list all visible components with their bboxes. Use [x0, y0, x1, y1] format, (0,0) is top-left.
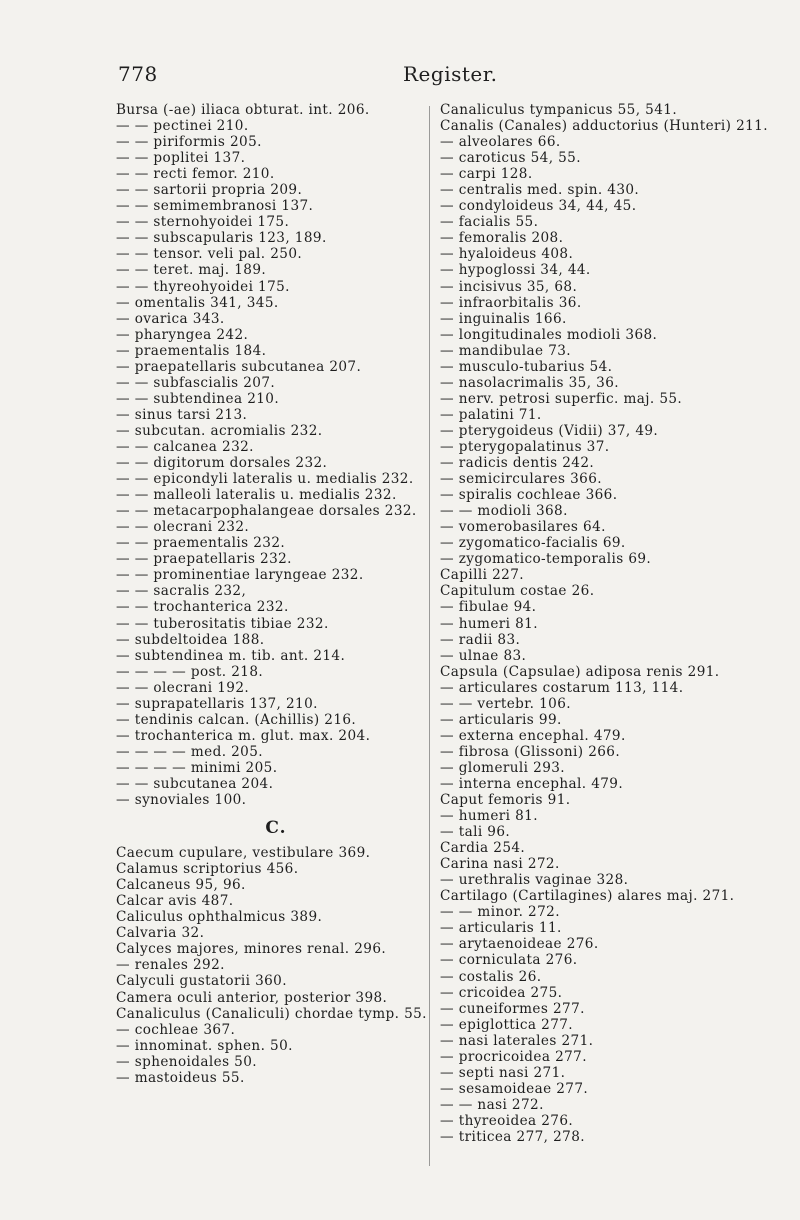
index-entry: — femoralis 208.: [440, 230, 564, 247]
index-entry: Caput femoris 91.: [440, 792, 571, 809]
page-number: 778: [118, 62, 158, 86]
index-entry: — condyloideus 34, 44, 45.: [440, 198, 637, 215]
index-entry: — synoviales 100.: [116, 792, 247, 809]
canalis-entries: [440, 102, 770, 1145]
index-entry: — fibulae 94.: [440, 599, 537, 616]
page-header: [118, 62, 728, 92]
index-entry: — — subcutanea 204.: [116, 775, 274, 792]
index-entry: Capilli 227.: [440, 567, 524, 584]
index-entry: — triticea 277, 278.: [440, 1129, 585, 1145]
index-entry: — — subtendinea 210.: [116, 390, 280, 407]
left-column: [116, 102, 436, 1086]
index-entry: Canaliculus (Canaliculi) chordae tymp. 55.: [116, 1005, 427, 1022]
index-entry: — — metacarpophalangeae dorsales 232.: [116, 503, 417, 520]
index-entry: Carina nasi 272.: [440, 856, 560, 873]
index-entry: — — sartorii propria 209.: [116, 182, 303, 199]
index-entry: — — vertebr. 106.: [440, 695, 571, 712]
index-entry: — — malleoli lateralis u. medialis 232.: [116, 487, 397, 504]
index-entry: — epiglottica 277.: [440, 1016, 574, 1033]
index-entry: — sesamoideae 277.: [440, 1080, 589, 1097]
index-entry: — hypoglossi 34, 44.: [440, 262, 591, 279]
index-entry: — tendinis calcan. (Achillis) 216.: [116, 711, 357, 728]
index-entry: — corniculata 276.: [440, 952, 578, 969]
index-entry: Cardia 254.: [440, 840, 526, 857]
index-entry: — — — — post. 218.: [116, 663, 264, 680]
index-entry: Bursa (-ae) iliaca obturat. int. 206.: [116, 102, 370, 118]
index-entry: Calamus scriptorius 456.: [116, 861, 299, 878]
index-entry: — cricoidea 275.: [440, 984, 563, 1001]
index-entry: — radicis dentis 242.: [440, 455, 595, 472]
index-entry: — — calcanea 232.: [116, 438, 254, 455]
index-entry: — urethralis vaginae 328.: [440, 872, 629, 889]
index-entry: — costalis 26.: [440, 968, 542, 985]
index-entry: — praementalis 184.: [116, 342, 267, 359]
index-entry: — procricoidea 277.: [440, 1048, 587, 1065]
index-entry: — sphenoidales 50.: [116, 1053, 257, 1070]
index-entry: — — prominentiae laryngeae 232.: [116, 567, 364, 584]
index-entry: — — subscapularis 123, 189.: [116, 230, 327, 247]
index-entry: — infraorbitalis 36.: [440, 294, 582, 311]
page-title: Register.: [403, 62, 498, 86]
index-entry: Canaliculus tympanicus 55, 541.: [440, 102, 678, 118]
index-entry: Calyculi gustatorii 360.: [116, 973, 287, 990]
index-entry: — cuneiformes 277.: [440, 1000, 585, 1017]
index-entry: — — piriformis 205.: [116, 134, 262, 151]
index-entry: Camera oculi anterior, posterior 398.: [116, 989, 388, 1006]
index-entry: — carpi 128.: [440, 166, 533, 183]
index-entry: Calcar avis 487.: [116, 893, 234, 910]
index-entry: — — poplitei 137.: [116, 150, 246, 167]
index-entry: — hyaloideus 408.: [440, 246, 574, 263]
index-entry: — — tensor. veli pal. 250.: [116, 246, 303, 263]
index-entry: — vomerobasilares 64.: [440, 519, 606, 536]
index-entry: — palatini 71.: [440, 406, 542, 423]
index-entry: — renales 292.: [116, 957, 225, 974]
index-entry: Capsula (Capsulae) adiposa renis 291.: [440, 663, 720, 680]
index-entry: — — trochanterica 232.: [116, 599, 289, 616]
index-entry: — — praepatellaris 232.: [116, 551, 292, 568]
index-entry: — innominat. sphen. 50.: [116, 1037, 293, 1054]
index-entry: — articularis 99.: [440, 711, 562, 728]
index-entry: — — semimembranosi 137.: [116, 198, 314, 215]
index-entry: — — epicondyli lateralis u. medialis 232.: [116, 471, 414, 488]
index-entry: — — thyreohyoidei 175.: [116, 278, 290, 295]
index-entry: — alveolares 66.: [440, 134, 561, 151]
index-entry: — — olecrani 192.: [116, 679, 250, 696]
index-entry: — nasolacrimalis 35, 36.: [440, 374, 619, 391]
index-entry: — suprapatellaris 137, 210.: [116, 695, 318, 712]
index-entry: — praepatellaris subcutanea 207.: [116, 358, 362, 375]
index-entry: — mastoideus 55.: [116, 1069, 245, 1086]
index-entry: — omentalis 341, 345.: [116, 294, 279, 311]
index-entry: Caliculus ophthalmicus 389.: [116, 909, 323, 926]
right-column: [440, 102, 770, 1145]
index-entry: — cochleae 367.: [116, 1021, 236, 1038]
index-entry: — nerv. petrosi superfic. maj. 55.: [440, 390, 683, 407]
index-entry: — spiralis cochleae 366.: [440, 487, 618, 504]
index-entry: — interna encephal. 479.: [440, 775, 624, 792]
index-entry: — ovarica 343.: [116, 310, 225, 327]
index-entry: Calcaneus 95, 96.: [116, 877, 246, 894]
index-entry: — — modioli 368.: [440, 503, 568, 520]
index-entry: Calyces majores, minores renal. 296.: [116, 941, 387, 958]
index-entry: — — recti femor. 210.: [116, 166, 275, 183]
index-entry: — semicirculares 366.: [440, 471, 602, 488]
index-entry: — subcutan. acromialis 232.: [116, 422, 323, 439]
index-entry: — inguinalis 166.: [440, 310, 567, 327]
index-entry: — nasi laterales 271.: [440, 1032, 594, 1049]
index-entry: — pharyngea 242.: [116, 326, 249, 343]
index-entry: — pterygopalatinus 37.: [440, 438, 610, 455]
section-letter-c: C.: [265, 818, 287, 839]
bursa-entries: [116, 102, 436, 808]
column-divider: [429, 106, 430, 1166]
index-entry: — pterygoideus (Vidii) 37, 49.: [440, 422, 659, 439]
index-entry: — musculo-tubarius 54.: [440, 358, 613, 375]
index-entry: — — nasi 272.: [440, 1096, 544, 1113]
index-entry: Cartilago (Cartilagines) alares maj. 271.: [440, 888, 735, 905]
index-entry: — zygomatico-temporalis 69.: [440, 551, 652, 568]
index-entry: — articularis 11.: [440, 920, 562, 937]
index-entry: — — minor. 272.: [440, 904, 560, 921]
index-entry: — — — — med. 205.: [116, 743, 264, 760]
index-entry: — — subfascialis 207.: [116, 374, 276, 391]
index-entry: — ulnae 83.: [440, 647, 527, 664]
index-entry: Capitulum costae 26.: [440, 583, 595, 600]
index-entry: — facialis 55.: [440, 214, 539, 231]
index-entry: — — sacralis 232,: [116, 583, 247, 600]
index-entry: — sinus tarsi 213.: [116, 406, 248, 423]
index-entry: — centralis med. spin. 430.: [440, 182, 640, 199]
index-entry: — humeri 81.: [440, 615, 538, 632]
index-entry: — arytaenoideae 276.: [440, 936, 599, 953]
index-entry: — trochanterica m. glut. max. 204.: [116, 727, 371, 744]
index-entry: Calvaria 32.: [116, 925, 205, 942]
index-entry: — — digitorum dorsales 232.: [116, 455, 328, 472]
index-entry: Caecum cupulare, vestibulare 369.: [116, 845, 371, 862]
index-entry: — caroticus 54, 55.: [440, 150, 581, 167]
index-entry: — glomeruli 293.: [440, 759, 566, 776]
index-entry: — zygomatico-facialis 69.: [440, 535, 626, 552]
index-entry: — — teret. maj. 189.: [116, 262, 267, 279]
index-entry: — radii 83.: [440, 631, 521, 648]
index-entry: — tali 96.: [440, 824, 511, 841]
index-entry: — — tuberositatis tibiae 232.: [116, 615, 329, 632]
index-entry: — — — — minimi 205.: [116, 759, 278, 776]
index-entry: — septi nasi 271.: [440, 1064, 566, 1081]
index-entry: Canalis (Canales) adductorius (Hunteri) 211.: [440, 118, 768, 135]
index-entry: — — olecrani 232.: [116, 519, 250, 536]
index-entry: — subdeltoidea 188.: [116, 631, 265, 648]
index-entry: — externa encephal. 479.: [440, 727, 626, 744]
index-entry: — mandibulae 73.: [440, 342, 572, 359]
index-entry: — humeri 81.: [440, 808, 538, 825]
index-entry: — articulares costarum 113, 114.: [440, 679, 684, 696]
index-entry: — subtendinea m. tib. ant. 214.: [116, 647, 346, 664]
index-entry: — longitudinales modioli 368.: [440, 326, 658, 343]
index-entry: — — pectinei 210.: [116, 118, 249, 135]
index-entry: — thyreoidea 276.: [440, 1112, 574, 1129]
index-entry: — incisivus 35, 68.: [440, 278, 578, 295]
index-entry: — — sternohyoidei 175.: [116, 214, 290, 231]
index-entry: — — praementalis 232.: [116, 535, 286, 552]
index-entry: — fibrosa (Glissoni) 266.: [440, 743, 621, 760]
c-entries: [116, 845, 436, 1086]
